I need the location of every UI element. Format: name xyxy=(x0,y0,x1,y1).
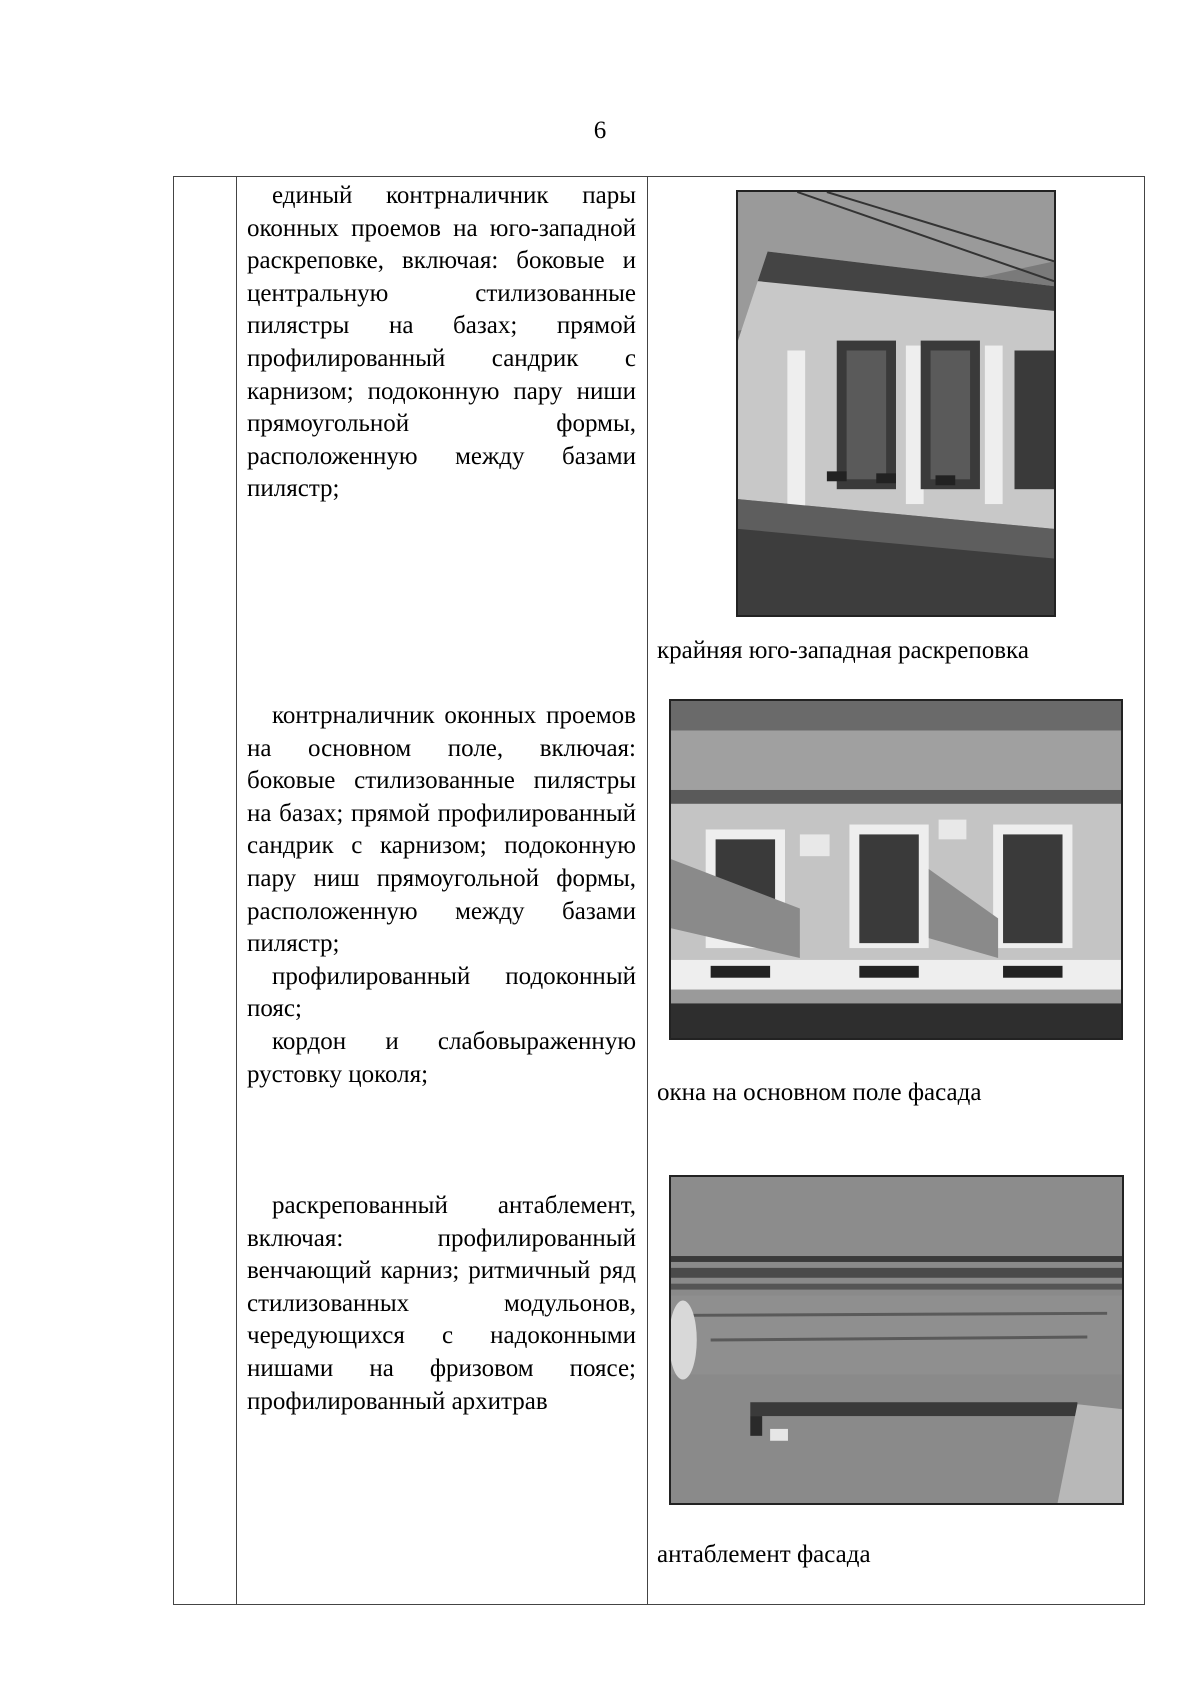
building-corner-photo xyxy=(736,190,1056,617)
row-description xyxy=(247,700,636,1091)
description-paragraph: профилированный подоконный пояс; xyxy=(247,962,636,1023)
page-number: 6 xyxy=(593,117,607,144)
column-divider xyxy=(236,177,237,1604)
photo-caption: окна на основном поле фасада xyxy=(657,1079,982,1106)
facade-windows-photo xyxy=(669,699,1123,1040)
photo-caption: антаблемент фасада xyxy=(657,1541,871,1568)
description-paragraph: кордон и слабовыраженную рустовку цоколя; xyxy=(247,1027,636,1088)
description-paragraph: контрналичник оконных проемов на основном поле, включая: боковые стилизованные пилястры на базах; прямой профилированный сандрик с карнизом; подоконную пару ниш прямоугольной формы, расположенную между базами пилястр; xyxy=(247,702,636,958)
entablature-photo xyxy=(669,1175,1124,1505)
row-description xyxy=(247,180,636,506)
description-paragraph: единый контрналичник пары оконных проемов на юго-западной раскреповке, включая: боковые и центральную стилизованные пилястры на базах; прямой профилированный сандрик с карнизом; подоконную пару ниши прямоугольной формы, расположенную между базами пилястр; xyxy=(247,182,636,503)
row-description xyxy=(247,1190,636,1418)
column-divider xyxy=(647,177,648,1604)
photo-caption: крайняя юго-западная раскреповка xyxy=(657,637,1029,664)
description-paragraph: раскрепованный антаблемент, включая: профилированный венчающий карниз; ритмичный ряд стилизованных модульонов, чередующихся с надоконными нишами на фризовом поясе; профилированный архитрав xyxy=(247,1192,636,1415)
